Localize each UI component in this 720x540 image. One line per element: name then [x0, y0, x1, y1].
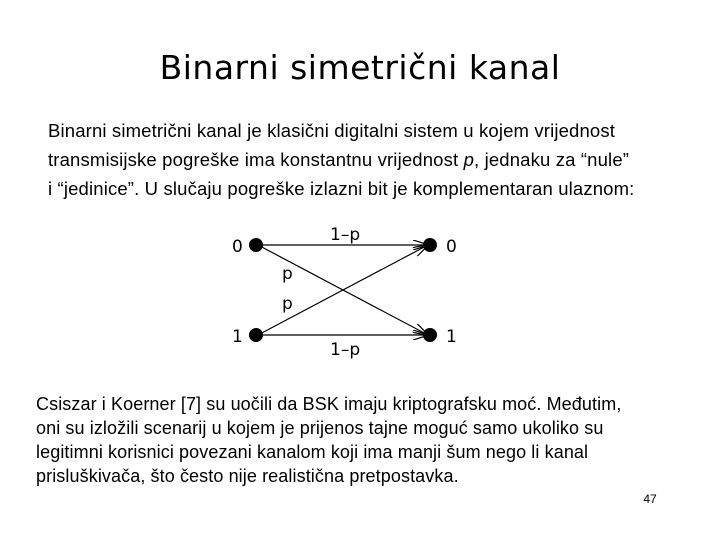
node-output-one — [423, 328, 437, 342]
conclusion-line-4: prisluškivača, što često nije realistična pretpostavka. — [36, 466, 459, 486]
label-input-one: 1 — [232, 327, 243, 347]
prob-label-bottom: 1–p — [330, 340, 361, 360]
conclusion-line-3: legitimni korisnici povezani kanalom koji ima manji šum nego li kanal — [36, 442, 589, 462]
prob-label-top: 1–p — [330, 225, 361, 245]
node-input-zero — [249, 238, 263, 252]
page-number: 47 — [643, 492, 657, 506]
node-input-one — [249, 328, 263, 342]
label-input-zero: 0 — [232, 237, 243, 257]
conclusion-line-2: oni su izložili scenarij u kojem je prijenos tajne moguć samo ukoliko su — [36, 418, 604, 438]
node-output-zero — [423, 238, 437, 252]
intro-line-2-text: transmisijske pogreške ima konstantnu vrijednost — [48, 149, 464, 170]
intro-line-1-text: Binarni simetrični kanal je klasični digitalni sistem u kojem vrijednost — [48, 120, 616, 141]
intro-line-3-text: i “jedinice”. U slučaju pogreške izlazni bit je komplementaran ulaznom: — [48, 178, 635, 199]
intro-line-2-tail: , jednaku za “nule” — [474, 149, 630, 170]
prob-label-cross-lower: p — [282, 294, 293, 314]
conclusion-line-1: Csiszar i Koerner [7] su uočili da BSK imaju kriptografsku moć. Međutim, — [36, 394, 622, 414]
probability-variable: p — [463, 149, 475, 170]
label-output-zero: 0 — [446, 237, 457, 257]
prob-label-cross-upper: p — [282, 264, 293, 284]
conclusion-paragraph — [36, 392, 696, 488]
label-output-one: 1 — [446, 327, 457, 347]
slide-title: Binarni simetrični kanal — [159, 48, 561, 87]
